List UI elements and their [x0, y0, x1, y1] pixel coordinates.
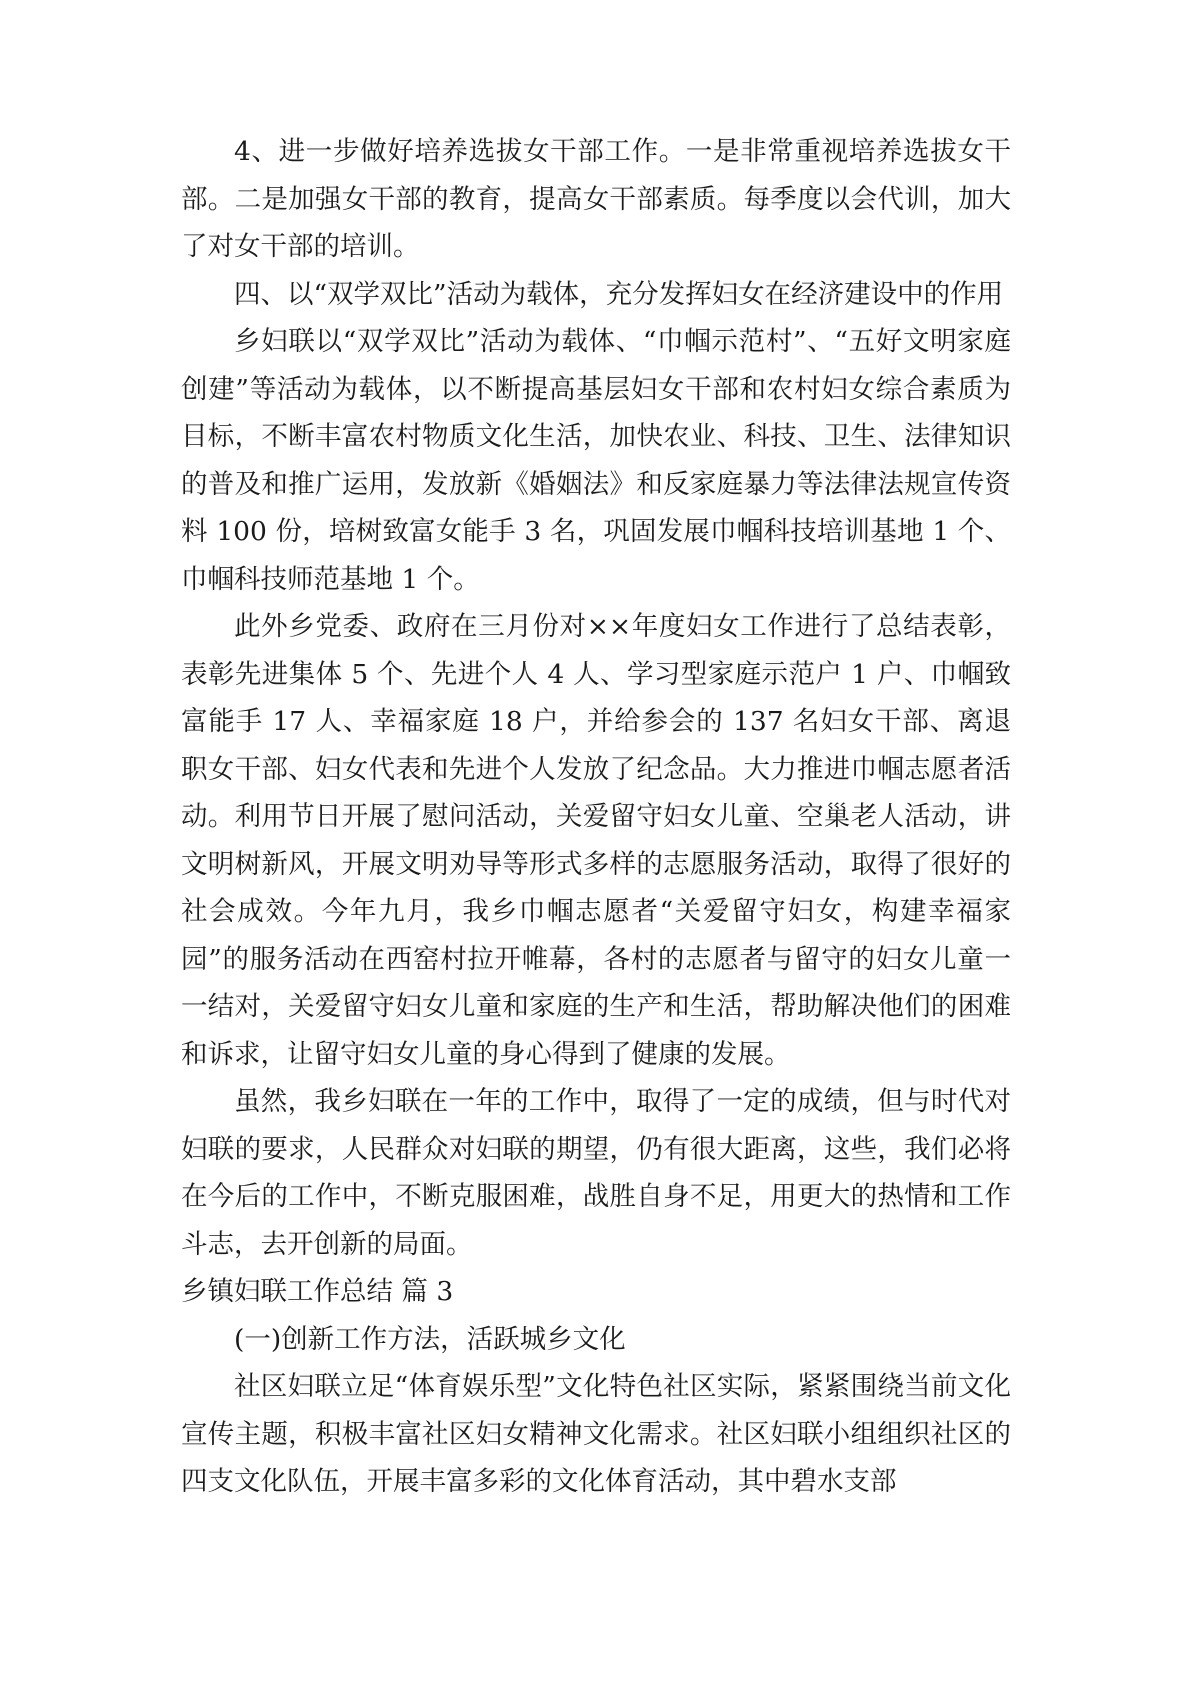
- section-heading-four: 四、以“双学双比”活动为载体，充分发挥妇女在经济建设中的作用: [234, 278, 1004, 310]
- article-title-part-3: 乡镇妇联工作总结 篇 3: [181, 1276, 454, 1307]
- document-page: [181, 128, 1011, 1506]
- subsection-heading-one: (一)创新工作方法，活跃城乡文化: [234, 1323, 626, 1355]
- paragraph-conclusion: 虽然，我乡妇联在一年的工作中，取得了一定的成绩，但与时代对妇联的要求，人民群众对妇联的期望，仍有很大距离，这些，我们必将在今后的工作中，不断克服困难，战胜自身不足，用更大的热情和工作斗志，去开创新的局面。: [181, 1086, 1011, 1260]
- paragraph-cadre-training: 4、进一步做好培养选拔女干部工作。一是非常重视培养选拔女干部。二是加强女干部的教育，提高女干部素质。每季度以会代训，加大了对女干部的培训。: [181, 136, 1011, 262]
- paragraph-double-learning: 乡妇联以“双学双比”活动为载体、“巾帼示范村”、“五好文明家庭创建”等活动为载体，以不断提高基层妇女干部和农村妇女综合素质为目标，不断丰富农村物质文化生活，加快农业、科技、卫生、法律知识的普及和推广运用，发放新《婚姻法》和反家庭暴力等法律法规宣传资料 100 份，培树致富女能手 3 名，巩固发展巾帼科技培训基地 1 个、巾帼科技师范基地 1 个。: [181, 326, 1011, 595]
- paragraph-community-culture: 社区妇联立足“体育娱乐型”文化特色社区实际，紧紧围绕当前文化宣传主题，积极丰富社区妇女精神文化需求。社区妇联小组组织社区的四支文化队伍，开展丰富多彩的文化体育活动，其中碧水支部: [181, 1371, 1011, 1497]
- paragraph-commendation: 此外乡党委、政府在三月份对××年度妇女工作进行了总结表彰，表彰先进集体 5 个、先进个人 4 人、学习型家庭示范户 1 户、巾帼致富能手 17 人、幸福家庭 18 户，并给参会的 137 名妇女干部、离退职女干部、妇女代表和先进个人发放了纪念品。大力推进巾帼志愿者活动。利用节日开展了慰问活动，关爱留守妇女儿童、空巢老人活动，讲文明树新风，开展文明劝导等形式多样的志愿服务活动，取得了很好的社会成效。今年九月，我乡巾帼志愿者“关爱留守妇女，构建幸福家园”的服务活动在西窑村拉开帷幕，各村的志愿者与留守的妇女儿童一一结对，关爱留守妇女儿童和家庭的生产和生活，帮助解决他们的困难和诉求，让留守妇女儿童的身心得到了健康的发展。: [181, 611, 1011, 1070]
